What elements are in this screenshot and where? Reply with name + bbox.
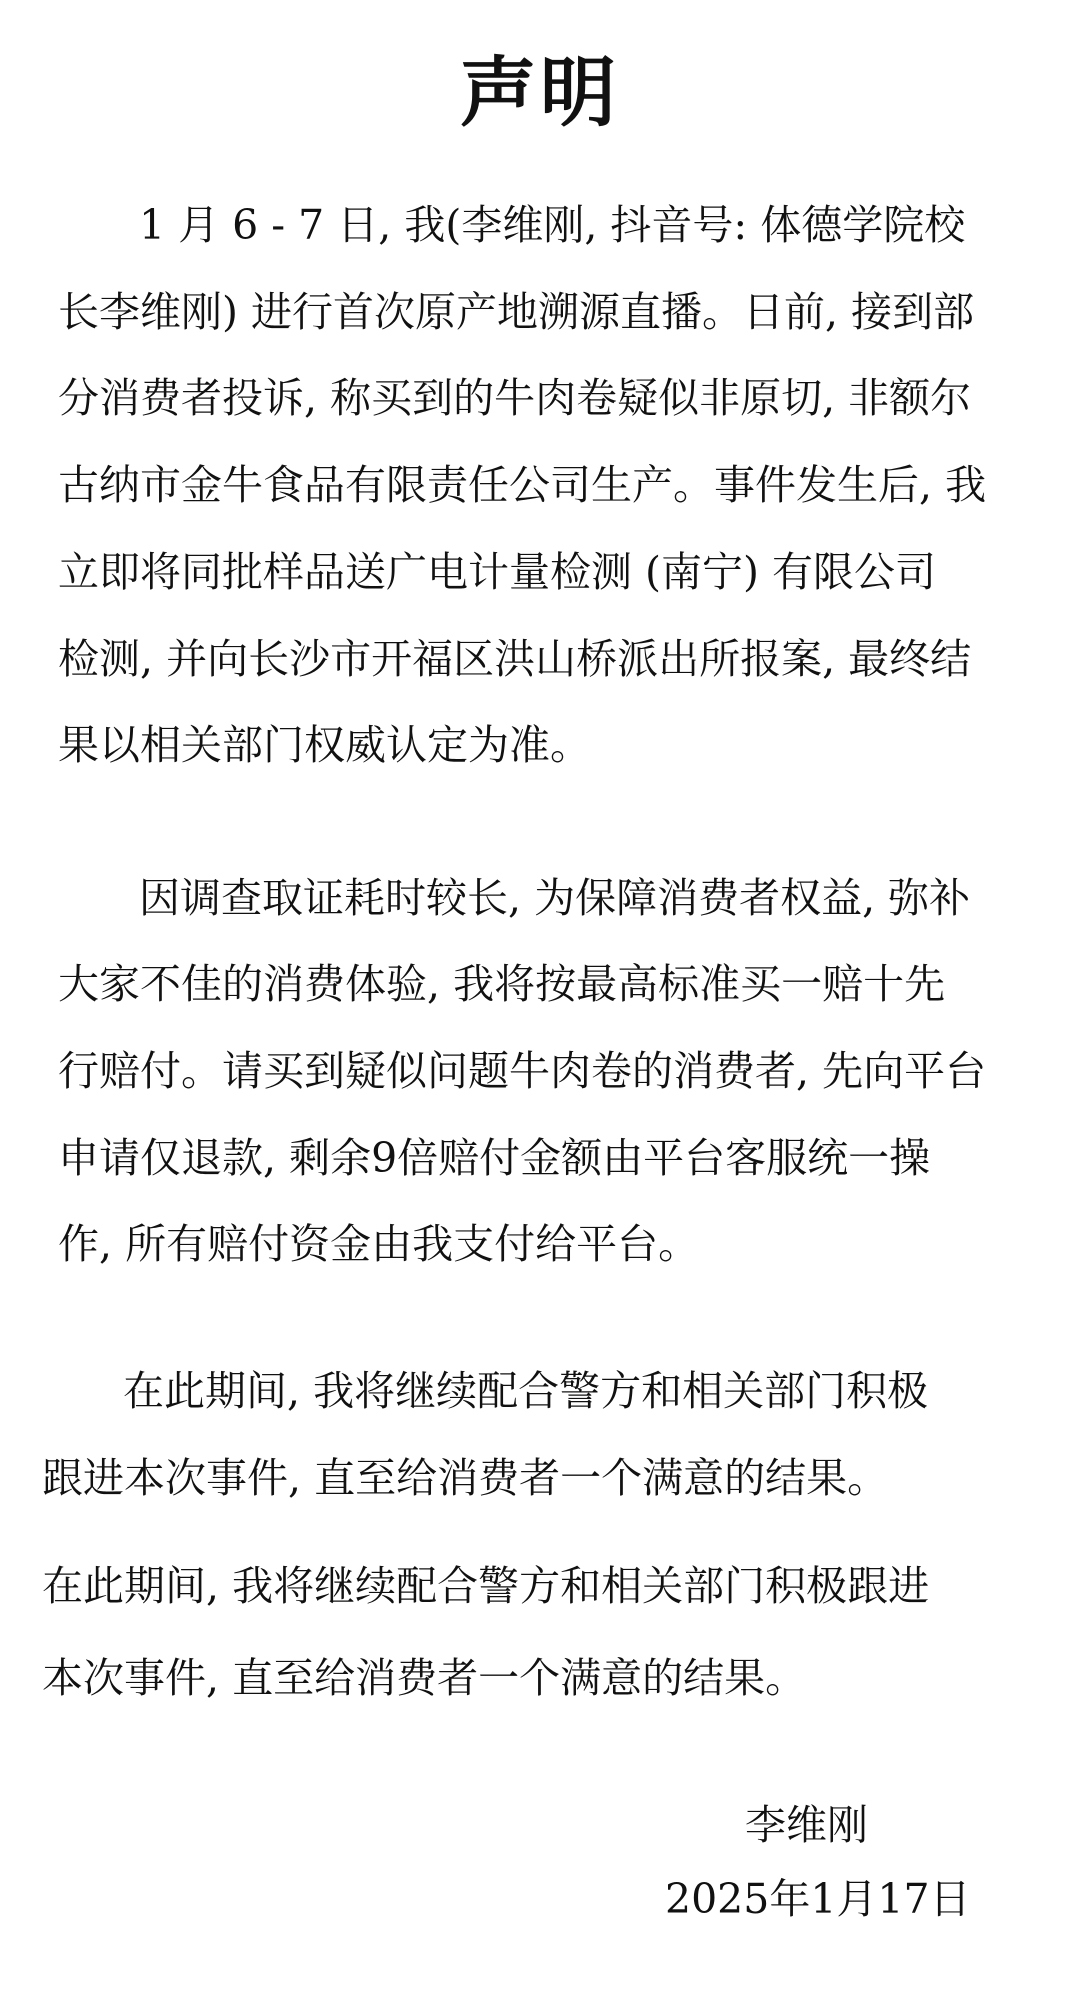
paragraph-3-text-1: 在此期间, 我将继续配合警方和相关部门积极 (123, 1367, 929, 1415)
paragraph-1-text-3: 分消费者投诉, 称买到的牛肉卷疑似非原切, 非额尔 (58, 374, 972, 422)
document-title: 声明 (460, 48, 620, 137)
signature-date: 2025年1月17日 (665, 1875, 971, 1923)
paragraph-3-text-2: 跟进本次事件, 直至给消费者一个满意的结果。 (42, 1454, 889, 1502)
paragraph-2-text-4: 申请仅退款, 剩余9倍赔付金额由平台客服统一操 (58, 1134, 931, 1182)
paragraph-4-text-1: 在此期间, 我将继续配合警方和相关部门积极跟进 (42, 1562, 930, 1610)
paragraph-1-text-4: 古纳市金牛食品有限责任公司生产。事件发生后, 我 (58, 461, 987, 509)
paragraph-1-text-1: 1 月 6 - 7 日, 我(李维刚, 抖音号: 体德学院校 (139, 201, 966, 249)
paragraph-1-text-2: 长李维刚) 进行首次原产地溯源直播。日前, 接到部 (58, 288, 975, 336)
paragraph-2-text-1: 因调查取证耗时较长, 为保障消费者权益, 弥补 (139, 874, 971, 922)
paragraph-4-text-2: 本次事件, 直至给消费者一个满意的结果。 (42, 1654, 807, 1702)
signature-name: 李维刚 (745, 1801, 868, 1849)
paragraph-1-text-7: 果以相关部门权威认定为准。 (58, 721, 591, 769)
paragraph-2-text-3: 行赔付。请买到疑似问题牛肉卷的消费者, 先向平台 (58, 1047, 987, 1095)
paragraph-1-text-5: 立即将同批样品送广电计量检测 (南宁) 有限公司 (58, 548, 937, 596)
paragraph-2-text-5: 作, 所有赔付资金由我支付给平台。 (58, 1220, 700, 1268)
paragraph-2-text-2: 大家不佳的消费体验, 我将按最高标准买一赔十先 (58, 960, 946, 1008)
paragraph-1-text-6: 检测, 并向长沙市开福区洪山桥派出所报案, 最终结 (58, 635, 972, 683)
